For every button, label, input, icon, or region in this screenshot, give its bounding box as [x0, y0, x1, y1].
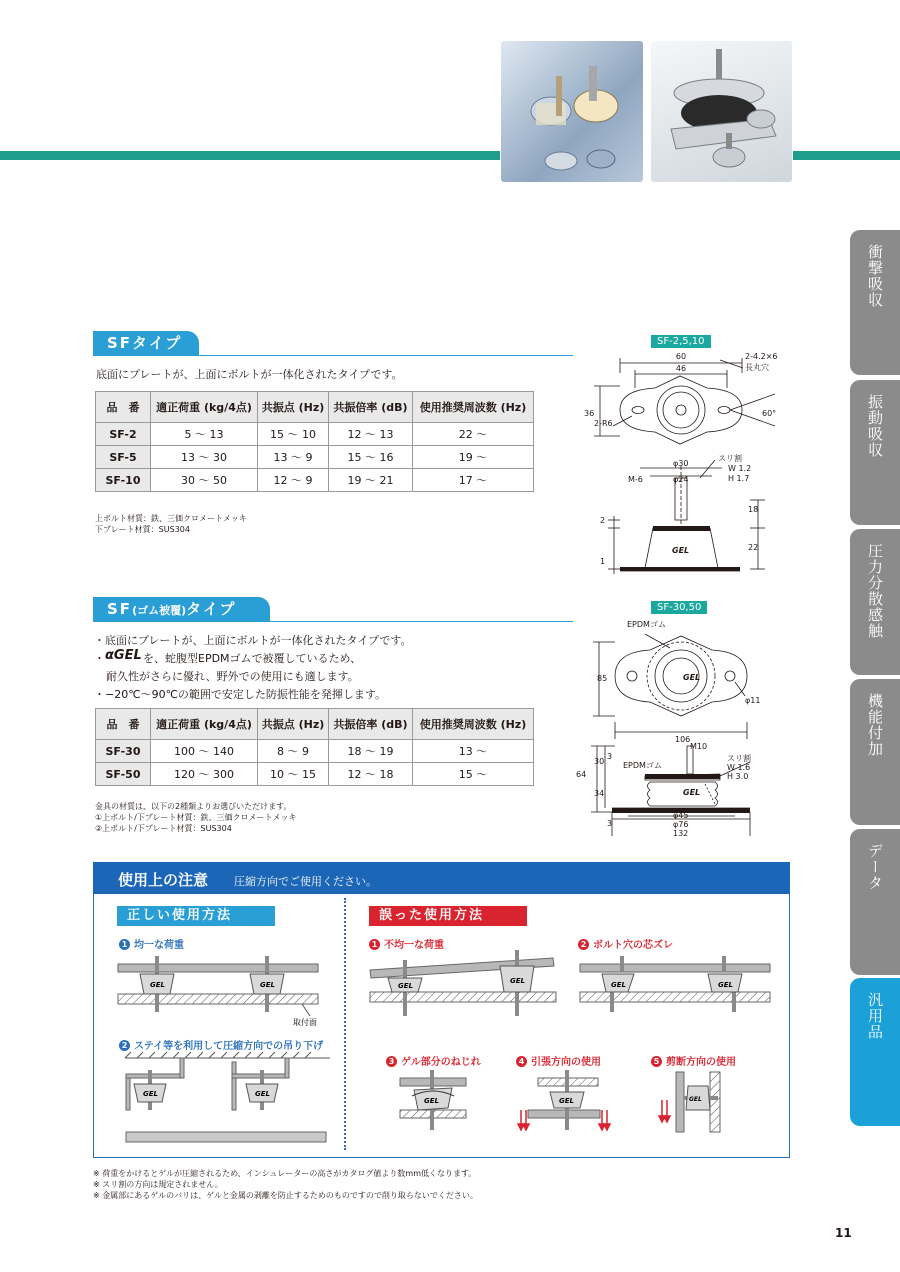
- sfg-spec-table: [95, 708, 534, 786]
- num-badge: 5: [651, 1056, 662, 1067]
- drawing2-label: SF-30,50: [651, 601, 707, 614]
- correct-illustration: [110, 950, 340, 1150]
- dim-hole: 2-4.2×6: [745, 352, 778, 361]
- sfg-note-2: ①上ボルト/下プレート材質：鉄、三価クロメートメッキ: [95, 813, 297, 822]
- item-label: 剪断方向の使用: [666, 1057, 736, 1068]
- svg-text:GEL: GEL: [510, 977, 525, 985]
- sfg-bullet-2: を、蛇腹型EPDMゴムで被覆しているため、: [143, 652, 362, 665]
- table-cell: 19 〜 21: [329, 469, 413, 492]
- wrong-illustration: [358, 950, 778, 1150]
- sf-description: 底面にプレートが、上面にボルトが一体化されたタイプです。: [96, 368, 403, 381]
- item-label: ボルト穴の芯ズレ: [593, 940, 673, 951]
- gel-mark: GEL: [683, 673, 701, 682]
- dim-h: H 3.0: [727, 772, 749, 781]
- sf-heading: SFタイプ: [93, 331, 199, 355]
- dim-85: 85: [597, 674, 608, 683]
- dim-h: H 1.7: [728, 474, 750, 483]
- col-header: 共振倍率 (dB): [329, 709, 413, 740]
- table-cell: 15 〜 16: [329, 446, 413, 469]
- sfg-note-3: ②上ボルト/下プレート材質：SUS304: [95, 824, 232, 833]
- table-row: [96, 423, 534, 446]
- table-cell: 15 〜: [413, 763, 534, 786]
- sfg-bullet-1: ・底面にプレートが、上面にボルトが一体化されたタイプです。: [94, 634, 412, 647]
- col-header: 使用推奨周波数 (Hz): [413, 709, 534, 740]
- caution-divider: [344, 898, 346, 1150]
- num-badge: 1: [369, 939, 380, 950]
- dim-phi24: φ24: [673, 475, 689, 484]
- caution-subtitle: 圧縮方向でご使用ください。: [234, 875, 377, 888]
- col-header: 品 番: [96, 709, 151, 740]
- table-cell: 13 〜 9: [258, 446, 329, 469]
- side-tab-label: データ: [866, 843, 884, 891]
- table-cell: 18 〜 19: [329, 740, 413, 763]
- sf-note-1: 上ボルト材質：鉄、三価クロメートメッキ: [95, 514, 247, 523]
- dim-phi45: φ45: [673, 811, 689, 820]
- model-cell: SF-10: [96, 469, 151, 492]
- dim-34: 34: [594, 789, 605, 798]
- side-tab-label: 機能付加: [866, 693, 884, 757]
- table-cell: 8 〜 9: [258, 740, 329, 763]
- sfg-heading: [93, 597, 270, 621]
- table-cell: 17 〜: [413, 469, 534, 492]
- sfg-note-1: 金具の材質は、以下の2種類よりお選びいただけます。: [95, 802, 292, 811]
- col-header: 適正荷重 (kg/4点): [151, 392, 258, 423]
- table-cell: 120 〜 300: [151, 763, 258, 786]
- sf-heading-rule: [93, 355, 573, 356]
- dim-1: 1: [600, 557, 606, 566]
- dim-epdm: EPDMゴム: [627, 620, 666, 629]
- dim-w: W 1.2: [728, 464, 752, 473]
- col-header: 共振点 (Hz): [258, 392, 329, 423]
- sfg-bullet-2-prefix: ・: [94, 652, 105, 665]
- side-tab-shock[interactable]: [850, 230, 900, 375]
- item-label: 均一な荷重: [134, 940, 184, 951]
- table-cell: 12 〜 18: [329, 763, 413, 786]
- num-badge: 2: [578, 939, 589, 950]
- dim-2: 2: [600, 516, 606, 525]
- dim-30: 30: [594, 757, 605, 766]
- table-cell: 30 〜 50: [151, 469, 258, 492]
- sfg-heading-main: SF: [107, 600, 133, 618]
- dim-46: 46: [675, 364, 687, 373]
- header-accent-bar: [0, 151, 500, 160]
- table-cell: 13 〜: [413, 740, 534, 763]
- item-label: 引張方向の使用: [531, 1057, 601, 1068]
- dim-hole-type: 長丸穴: [745, 363, 769, 372]
- item-label: ゲル部分のねじれ: [401, 1057, 481, 1068]
- svg-text:GEL: GEL: [718, 981, 733, 989]
- dim-60: 60: [675, 352, 687, 361]
- dim-3-top: 3: [607, 752, 613, 761]
- dim-epdm-2: EPDMゴム: [623, 761, 662, 770]
- sf-note-2: 下プレート材質：SUS304: [95, 525, 190, 534]
- dim-m6: M-6: [628, 475, 643, 484]
- mount-surface-label: 取付面: [293, 1018, 317, 1027]
- table-cell: 22 〜: [413, 423, 534, 446]
- table-cell: 10 〜 15: [258, 763, 329, 786]
- product-photo-2: [651, 41, 792, 182]
- dim-3-bottom: 3: [607, 819, 613, 828]
- dim-slot: スリ割: [718, 454, 742, 463]
- dim-22: 22: [748, 543, 759, 552]
- dim-18: 18: [748, 505, 759, 514]
- dim-36: 36: [584, 409, 595, 418]
- col-header: 共振点 (Hz): [258, 709, 329, 740]
- col-header: 使用推奨周波数 (Hz): [413, 392, 534, 423]
- table-cell: 15 〜 10: [258, 423, 329, 446]
- svg-text:GEL: GEL: [424, 1097, 439, 1105]
- item-label: 不均一な荷重: [384, 940, 444, 951]
- svg-text:GEL: GEL: [398, 982, 413, 990]
- alpha-gel-logo: αGEL: [105, 648, 142, 663]
- svg-text:GEL: GEL: [689, 1096, 702, 1103]
- table-cell: 12 〜 13: [329, 423, 413, 446]
- col-header: 適正荷重 (kg/4点): [151, 709, 258, 740]
- num-badge: 3: [386, 1056, 397, 1067]
- sf-spec-table: [95, 391, 534, 492]
- sfg-bullet-2-cont: 耐久性がさらに優れ、野外での使用にも適します。: [106, 670, 359, 683]
- sfg-heading-small: (ゴム被覆): [132, 604, 187, 617]
- dim-phi76: φ76: [673, 820, 689, 829]
- table-cell: 100 〜 140: [151, 740, 258, 763]
- svg-text:GEL: GEL: [143, 1090, 158, 1098]
- dim-106: 106: [675, 735, 691, 744]
- model-cell: SF-50: [96, 763, 151, 786]
- dim-r6: 2-R6: [594, 419, 613, 428]
- side-tab-label: 衝撃吸収: [866, 244, 884, 308]
- header-accent-bar-right: [793, 151, 900, 160]
- side-tab-function[interactable]: [850, 679, 900, 825]
- gel-mark-2: GEL: [683, 788, 701, 797]
- side-tab-label: 汎用品: [866, 992, 884, 1040]
- sfg-bullet-3: ・−20℃〜90℃の範囲で安定した防振性能を発揮します。: [94, 688, 387, 701]
- num-badge: 1: [119, 939, 130, 950]
- sfg-heading-rule: [93, 621, 573, 622]
- svg-text:GEL: GEL: [255, 1090, 270, 1098]
- dim-phi30: φ30: [673, 459, 689, 468]
- num-badge: 2: [119, 1040, 130, 1051]
- col-header: 品 番: [96, 392, 151, 423]
- wrong-usage-label: 誤った使用方法: [369, 906, 527, 926]
- table-row: [96, 469, 534, 492]
- side-tab-general[interactable]: [850, 978, 900, 1126]
- model-cell: SF-5: [96, 446, 151, 469]
- svg-text:GEL: GEL: [611, 981, 626, 989]
- drawing2: [575, 614, 790, 840]
- table-row: [96, 740, 534, 763]
- side-tab-data[interactable]: [850, 829, 900, 975]
- dim-m10: M10: [690, 742, 708, 751]
- gel-mark: GEL: [672, 546, 690, 555]
- sfg-heading-tail: タイプ: [186, 600, 237, 618]
- svg-text:GEL: GEL: [150, 981, 165, 989]
- table-cell: 13 〜 30: [151, 446, 258, 469]
- svg-text:GEL: GEL: [559, 1097, 574, 1105]
- drawing1-label: SF-2,5,10: [651, 335, 711, 348]
- page-number: 11: [835, 1226, 852, 1240]
- table-row: [96, 446, 534, 469]
- model-cell: SF-2: [96, 423, 151, 446]
- correct-item-1: [119, 936, 184, 951]
- dim-phi11: φ11: [745, 696, 761, 705]
- drawing1: [580, 348, 790, 580]
- caution-title: 使用上の注意: [118, 871, 209, 889]
- dim-132: 132: [673, 829, 689, 838]
- svg-text:GEL: GEL: [260, 981, 275, 989]
- side-tab-label: 振動吸収: [866, 394, 884, 458]
- footnote-3: ※ 金属部にあるゲルのバリは、ゲルと金属の剥離を防止するためのものですので削り取らないでください。: [93, 1191, 478, 1200]
- product-photo-1: [501, 41, 643, 182]
- side-tab-pressure[interactable]: [850, 529, 900, 675]
- footnote-1: ※ 荷重をかけるとゲルが圧縮されるため、インシュレーターの高さがカタログ値より数mm低くなります。: [93, 1169, 477, 1178]
- wrong-item-2: [578, 936, 673, 951]
- side-tab-vibration[interactable]: [850, 380, 900, 525]
- table-cell: 19 〜: [413, 446, 534, 469]
- table-row: [96, 763, 534, 786]
- correct-usage-label: 正しい使用方法: [117, 906, 275, 926]
- table-cell: 5 〜 13: [151, 423, 258, 446]
- item-label: ステイ等を利用して圧縮方向での吊り下げ: [134, 1041, 324, 1052]
- wrong-item-1: [369, 936, 444, 951]
- model-cell: SF-30: [96, 740, 151, 763]
- dim-slot: スリ割: [727, 754, 751, 763]
- dim-60deg: 60°: [762, 409, 777, 418]
- dim-w: W 1.6: [727, 763, 751, 772]
- table-cell: 12 〜 9: [258, 469, 329, 492]
- footnote-2: ※ スリ割の方向は規定されません。: [93, 1180, 223, 1189]
- col-header: 共振倍率 (dB): [329, 392, 413, 423]
- dim-64: 64: [576, 770, 587, 779]
- num-badge: 4: [516, 1056, 527, 1067]
- side-tab-label: 圧力分散感触: [866, 543, 884, 639]
